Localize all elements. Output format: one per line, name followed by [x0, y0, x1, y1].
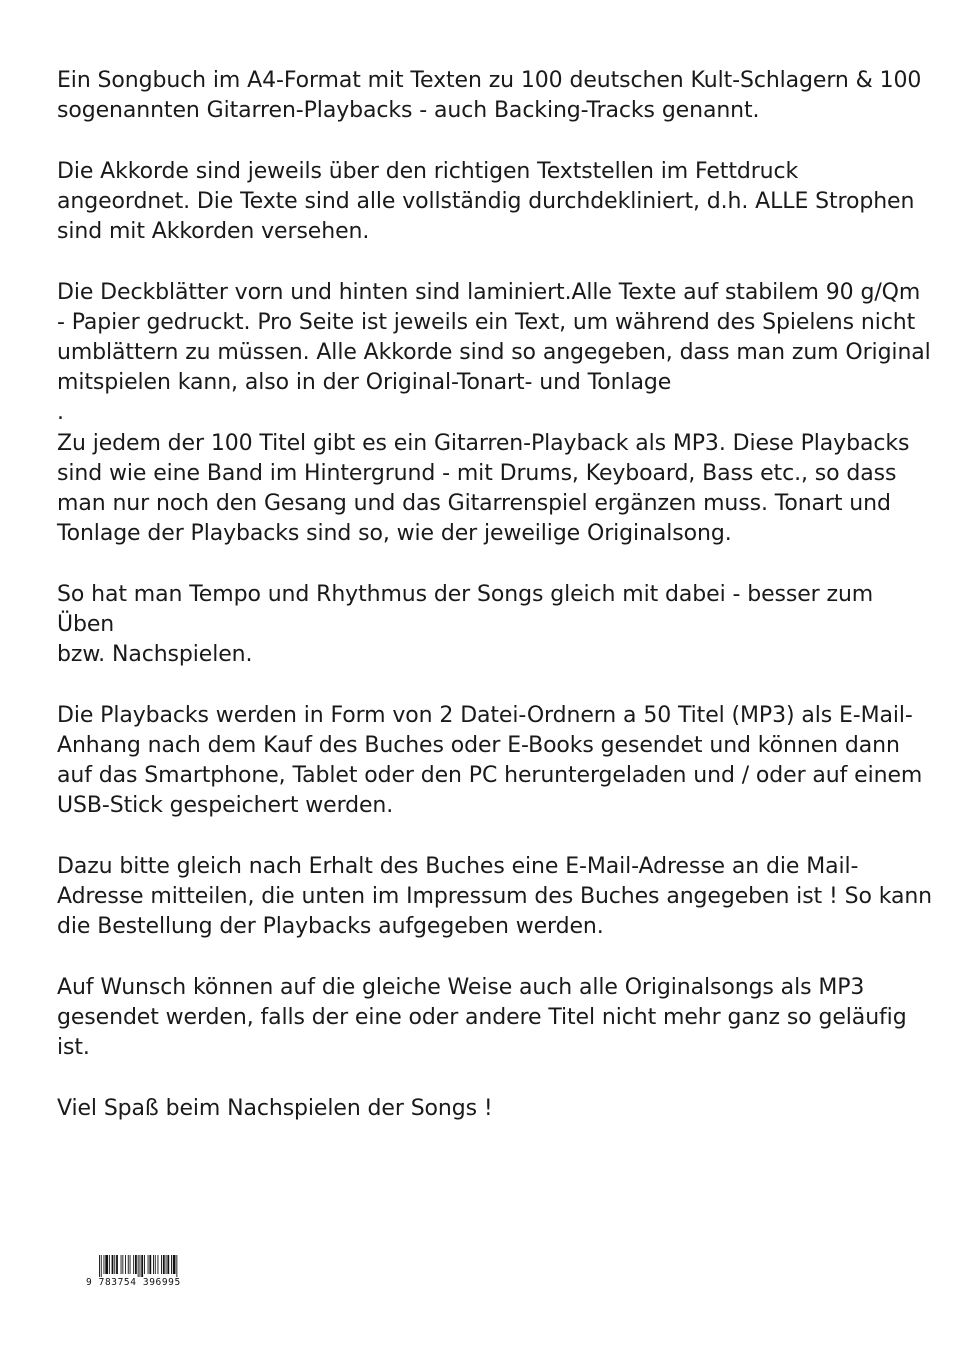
barcode-bar	[155, 1255, 156, 1274]
barcode-bar	[109, 1255, 110, 1274]
barcode-bar	[163, 1255, 165, 1274]
barcode-bar	[149, 1255, 151, 1274]
barcode-bar	[114, 1255, 115, 1274]
barcode-bar	[166, 1255, 167, 1274]
paragraph-tempo: So hat man Tempo und Rhythmus der Songs gleich mit dabei - besser zum Üben bzw. Nachspielen.	[57, 581, 874, 668]
paragraph-format: Ein Songbuch im A4-Format mit Texten zu 100 deutschen Kult-Schlagern & 100 sogenannten Gitarren-Playbacks - auch Backing-Tracks genannt.	[57, 68, 922, 124]
barcode-bar	[104, 1255, 105, 1274]
barcode-bar	[167, 1255, 169, 1274]
barcode-bar	[140, 1255, 141, 1277]
barcode-bar	[130, 1255, 131, 1274]
paragraph-delivery: Die Playbacks werden in Form von 2 Datei-Ordnern a 50 Titel (MP3) als E-Mail- Anhang nach dem Kauf des Buches oder E-Books gesendet und können dann auf das Smartphone, Tablet oder den PC heruntergeladen und / oder auf einem USB-Stick gespeichert werden.	[57, 702, 923, 819]
barcode-bar	[138, 1255, 139, 1277]
barcode-bar	[148, 1255, 149, 1274]
barcode-bar	[122, 1255, 123, 1274]
barcode-bar	[161, 1255, 162, 1274]
paragraph-chords: Die Akkorde sind jeweils über den richtigen Textstellen im Fettdruck angeordnet. Die Texte sind alle vollständig durchdekliniert, d.h. ALLE Strophen sind mit Akkorden versehen.	[57, 158, 915, 245]
barcode-bar	[173, 1255, 176, 1274]
barcode-bar	[135, 1255, 137, 1274]
barcode-bar	[128, 1255, 129, 1274]
barcode-bar	[116, 1255, 118, 1274]
paragraph-ordering: Dazu bitte gleich nach Erhalt des Buches eine E-Mail-Adresse an die Mail- Adresse mitteilen, die unten im Impressum des Buches angegeben ist ! So kann die Bestellung der Playbacks aufgegeben werden.	[57, 853, 933, 940]
description-text	[57, 66, 937, 1154]
barcode-bar	[171, 1255, 172, 1274]
barcode-bar	[121, 1255, 122, 1274]
barcode-bar	[153, 1255, 154, 1274]
barcode-bar	[112, 1255, 114, 1274]
paragraph-closing: Viel Spaß beim Nachspielen der Songs !	[57, 1095, 493, 1121]
barcode-bar	[101, 1255, 102, 1277]
paragraph-originals: Auf Wunsch können auf die gleiche Weise auch alle Originalsongs als MP3 gesendet werden, falls der eine oder andere Titel nicht mehr ganz so geläufig ist.	[57, 974, 907, 1061]
isbn-barcode	[86, 1255, 211, 1291]
barcode-bar	[144, 1255, 145, 1274]
barcode-bar	[125, 1255, 126, 1274]
barcode-bar	[99, 1255, 100, 1277]
barcode-bars	[99, 1255, 209, 1277]
paragraph-covers-and-playbacks: Die Deckblätter vorn und hinten sind laminiert.Alle Texte auf stabilem 90 g/Qm - Papier gedruckt. Pro Seite ist jeweils ein Text, um während des Spielens nicht umblättern zu müssen. Alle Akkorde sind so angegeben, dass man zum Original mitspielen kann, also in der Original-Tonart- und Tonlage . Zu jedem der 100 Titel gibt es ein Gitarren-Playback als MP3. Diese Playbacks sind wie eine Band im Hintergrund - mit Drums, Keyboard, Bass etc., so dass man nur noch den Gesang und das Gitarrenspiel ergänzen muss. Tonart und Tonlage der Playbacks sind so, wie der jeweilige Originalsong.	[57, 279, 931, 547]
isbn-number: 9 783754 396995	[86, 1277, 181, 1288]
barcode-bar	[133, 1255, 134, 1274]
barcode-bar	[158, 1255, 159, 1274]
barcode-bar	[176, 1255, 177, 1277]
barcode-bar	[141, 1255, 143, 1277]
barcode-bar	[105, 1255, 108, 1274]
